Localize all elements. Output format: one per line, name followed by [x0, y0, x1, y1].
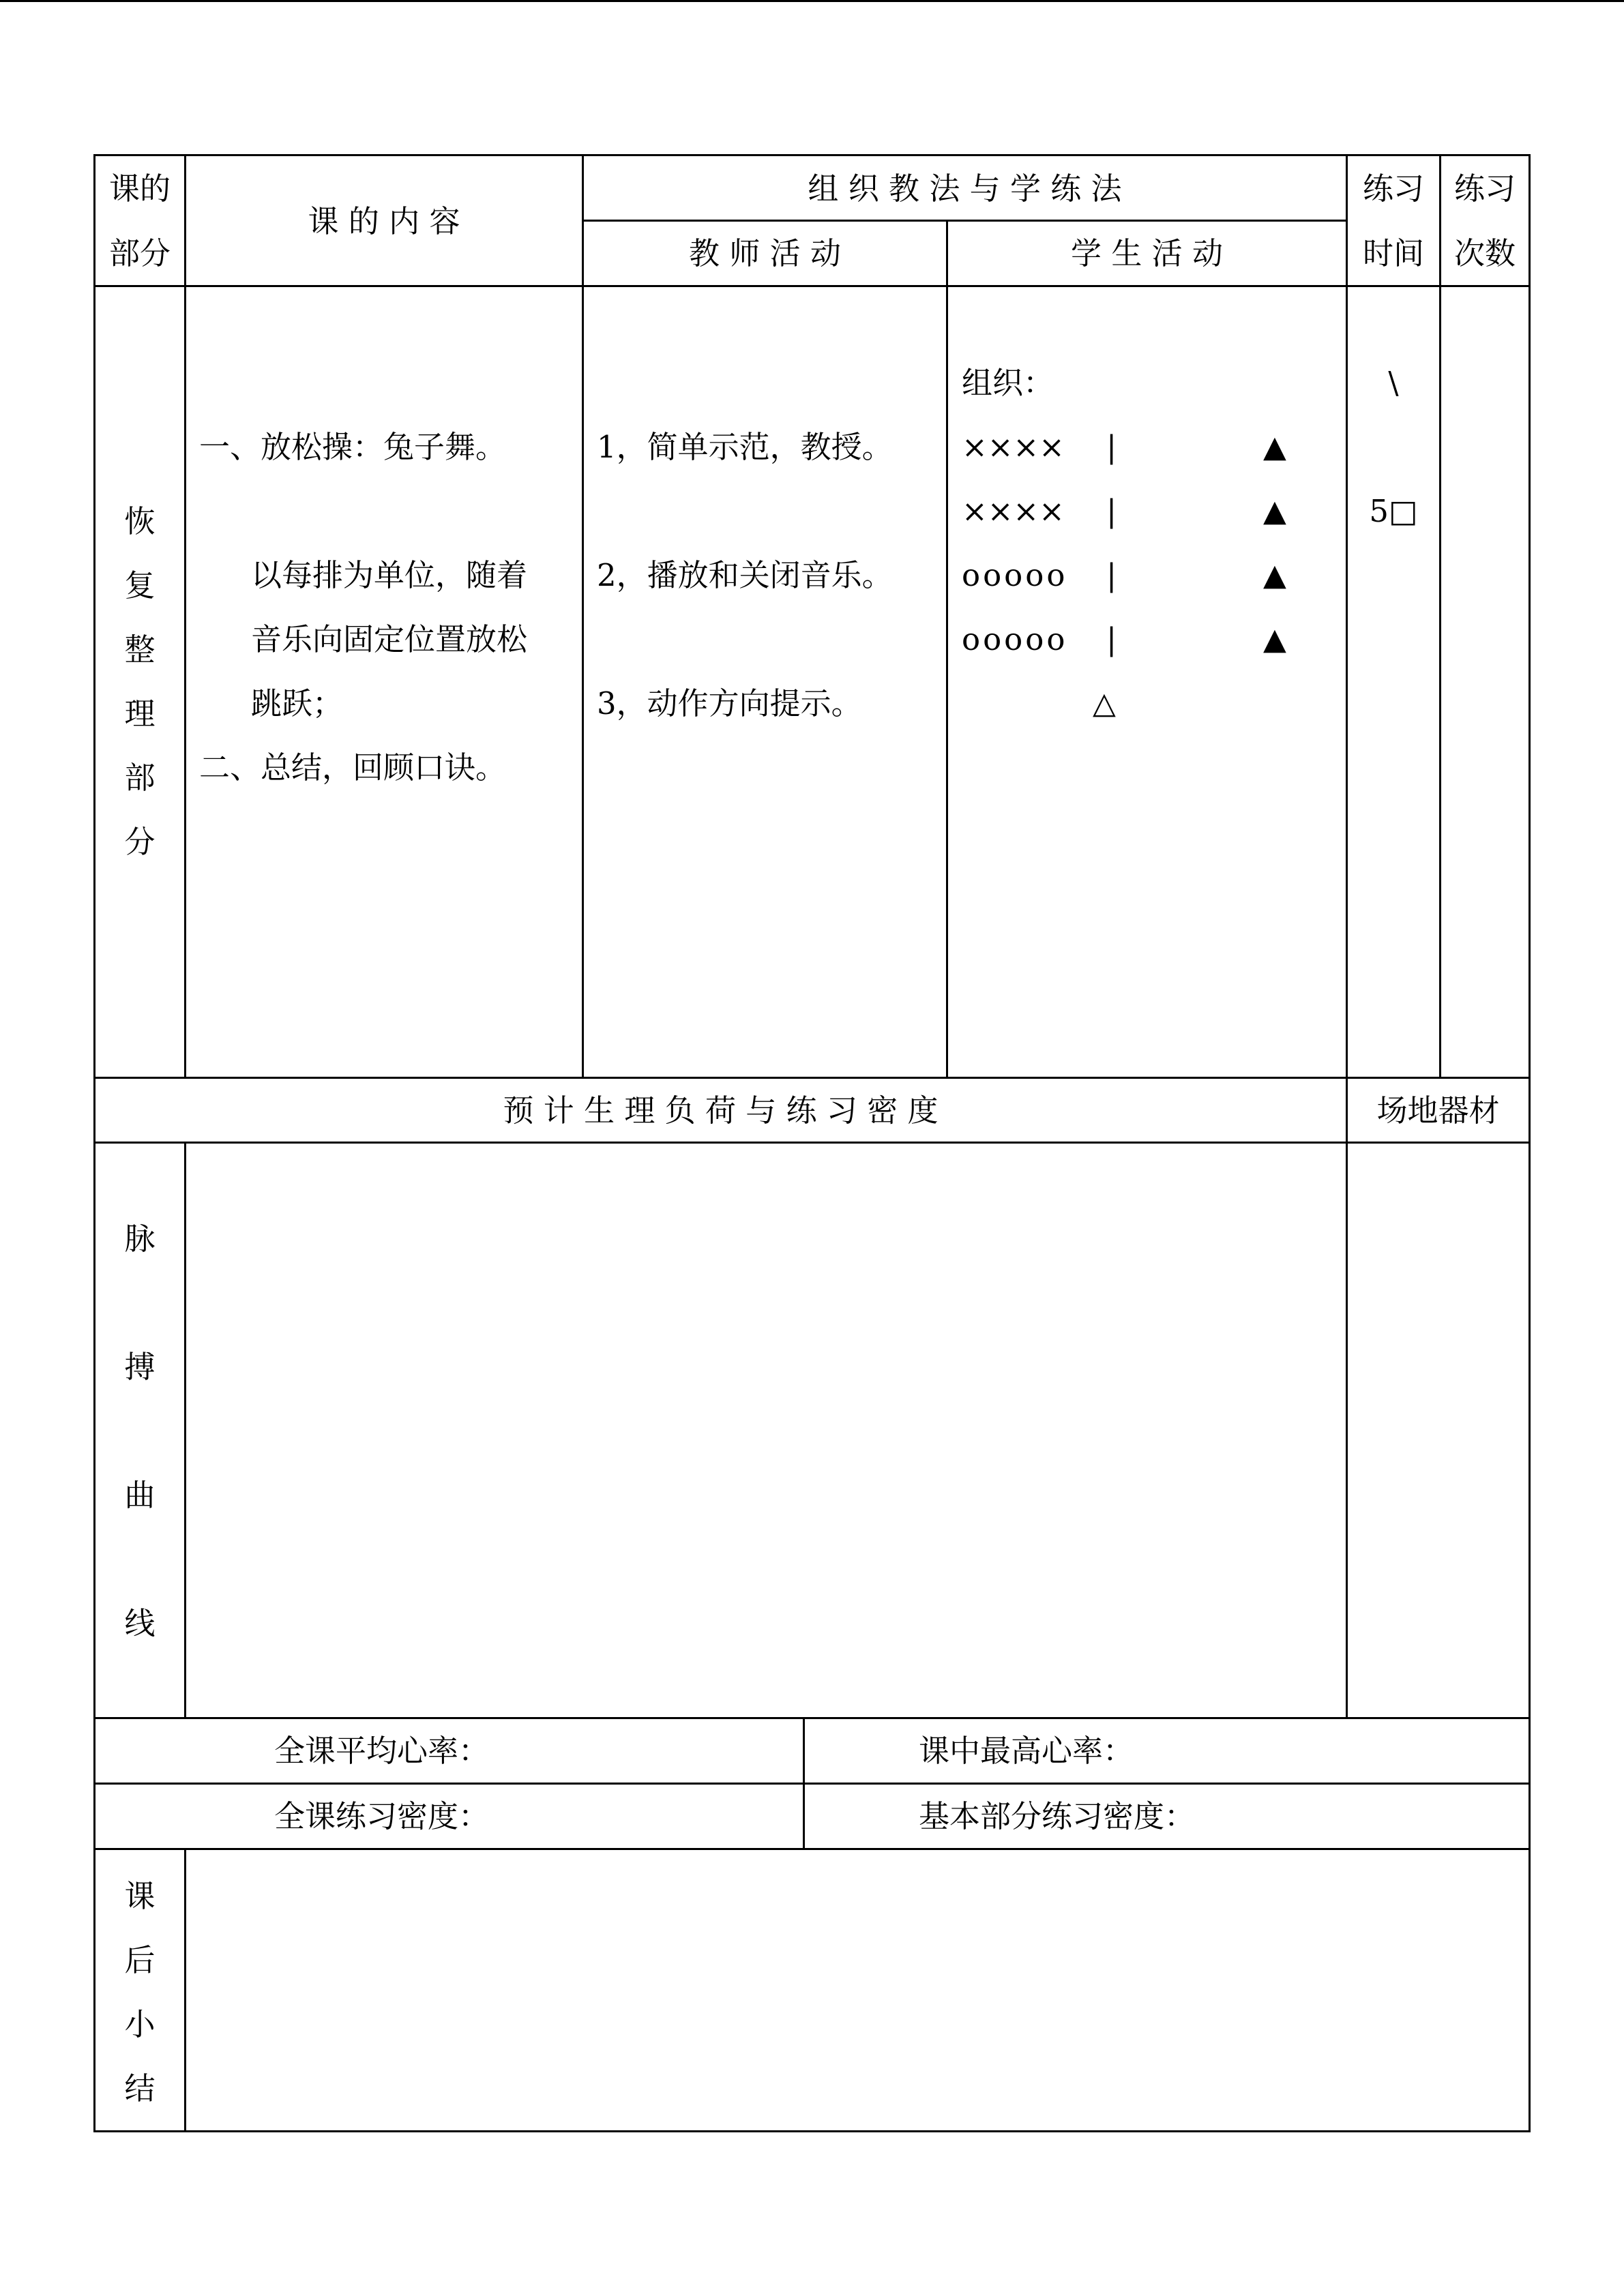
- pulse-curve-area: [186, 1144, 1346, 1717]
- equipment-col-divider: [1346, 1077, 1348, 1718]
- total-density-label: 全课练习密度：: [274, 1798, 490, 1834]
- formation-row-1-left: ××××: [962, 429, 1065, 465]
- table-right-border: [1529, 154, 1531, 2132]
- time-col-divider: [1439, 154, 1441, 1078]
- formation-row-2-sep: |: [1106, 493, 1117, 529]
- formation-row-4-sep: |: [1106, 621, 1117, 657]
- part-col-divider: [184, 154, 186, 1078]
- avg-heart-rate-label: 全课平均心率：: [274, 1733, 490, 1769]
- recovery-char: 恢: [124, 503, 156, 539]
- max-heart-rate-label: 课中最高心率：: [919, 1733, 1134, 1769]
- table-top-border: [93, 154, 1531, 156]
- formation-row-4-left: ooooo: [962, 621, 1068, 657]
- pulse-char: 曲: [124, 1477, 156, 1513]
- recovery-char: 理: [124, 696, 156, 732]
- pulse-char: 线: [124, 1605, 156, 1641]
- teacher-step-2: 2，播放和关闭音乐。: [597, 557, 893, 593]
- load-title: 预 计 生 理 负 荷 与 练 习 密 度: [503, 1092, 939, 1129]
- triangle-filled-icon: ▲: [1263, 622, 1286, 657]
- content-item-2: 二、总结，回顾口诀。: [199, 749, 507, 786]
- pulse-char: 搏: [124, 1349, 156, 1385]
- student-col-divider: [1346, 154, 1348, 1078]
- content-note-line-2: 音乐向固定位置放松: [251, 621, 528, 657]
- recovery-char: 分: [124, 824, 156, 860]
- header-part-line1: 课的: [108, 170, 171, 207]
- recovery-char: 复: [124, 567, 156, 603]
- equipment-label: 场地器材: [1376, 1092, 1500, 1129]
- header-part-line2: 部分: [108, 235, 171, 271]
- header-time-line2: 时间: [1362, 235, 1424, 271]
- header-teacher: 教 师 活 动: [689, 235, 841, 271]
- formation-row-3-left: ooooo: [962, 557, 1068, 593]
- summary-char: 后: [124, 1942, 156, 1978]
- formation-row-2-left: ××××: [962, 493, 1065, 529]
- teacher-col-divider: [946, 220, 948, 1078]
- table-bottom-border: [93, 2130, 1531, 2132]
- formation-row-3-sep: |: [1106, 557, 1117, 593]
- summary-area: [186, 1850, 1529, 2130]
- triangle-filled-icon: ▲: [1263, 558, 1286, 593]
- summary-char: 小: [124, 2006, 156, 2042]
- time-value: 5□: [1369, 493, 1418, 529]
- header-content: 课 的 内 容: [308, 203, 460, 239]
- header-method: 组 织 教 法 与 学 练 法: [808, 170, 1122, 207]
- content-col-divider: [582, 154, 584, 1078]
- teacher-step-1: 1，简单示范，教授。: [597, 429, 893, 465]
- pulse-char: 脉: [124, 1221, 156, 1257]
- header-count-line2: 次数: [1453, 235, 1516, 271]
- stats-col-divider: [803, 1717, 805, 1849]
- formation-row-1-sep: |: [1106, 429, 1117, 465]
- teacher-position-triangle-icon: △: [1093, 686, 1116, 721]
- triangle-filled-icon: ▲: [1263, 494, 1286, 528]
- summary-char: 课: [124, 1878, 156, 1914]
- time-marker: \: [1388, 365, 1399, 401]
- table-left-border: [93, 154, 95, 2132]
- basic-density-label: 基本部分练习密度：: [919, 1798, 1196, 1834]
- recovery-char: 部: [124, 760, 156, 796]
- page-top-border: [0, 0, 1624, 2]
- summary-char: 结: [124, 2070, 156, 2106]
- content-note-line-1: 以每排为单位，随着: [251, 557, 528, 593]
- header-student: 学 生 活 动: [1071, 235, 1223, 271]
- student-org-label: 组织：: [962, 365, 1054, 401]
- header-count-line1: 练习: [1453, 170, 1516, 207]
- content-item-1: 一、放松操：兔子舞。: [199, 429, 507, 465]
- teacher-step-3: 3，动作方向提示。: [597, 685, 862, 721]
- triangle-filled-icon: ▲: [1263, 430, 1286, 464]
- recovery-char: 整: [124, 631, 156, 668]
- header-time-line1: 练习: [1362, 170, 1424, 207]
- content-note-line-3: 跳跃；: [251, 685, 344, 721]
